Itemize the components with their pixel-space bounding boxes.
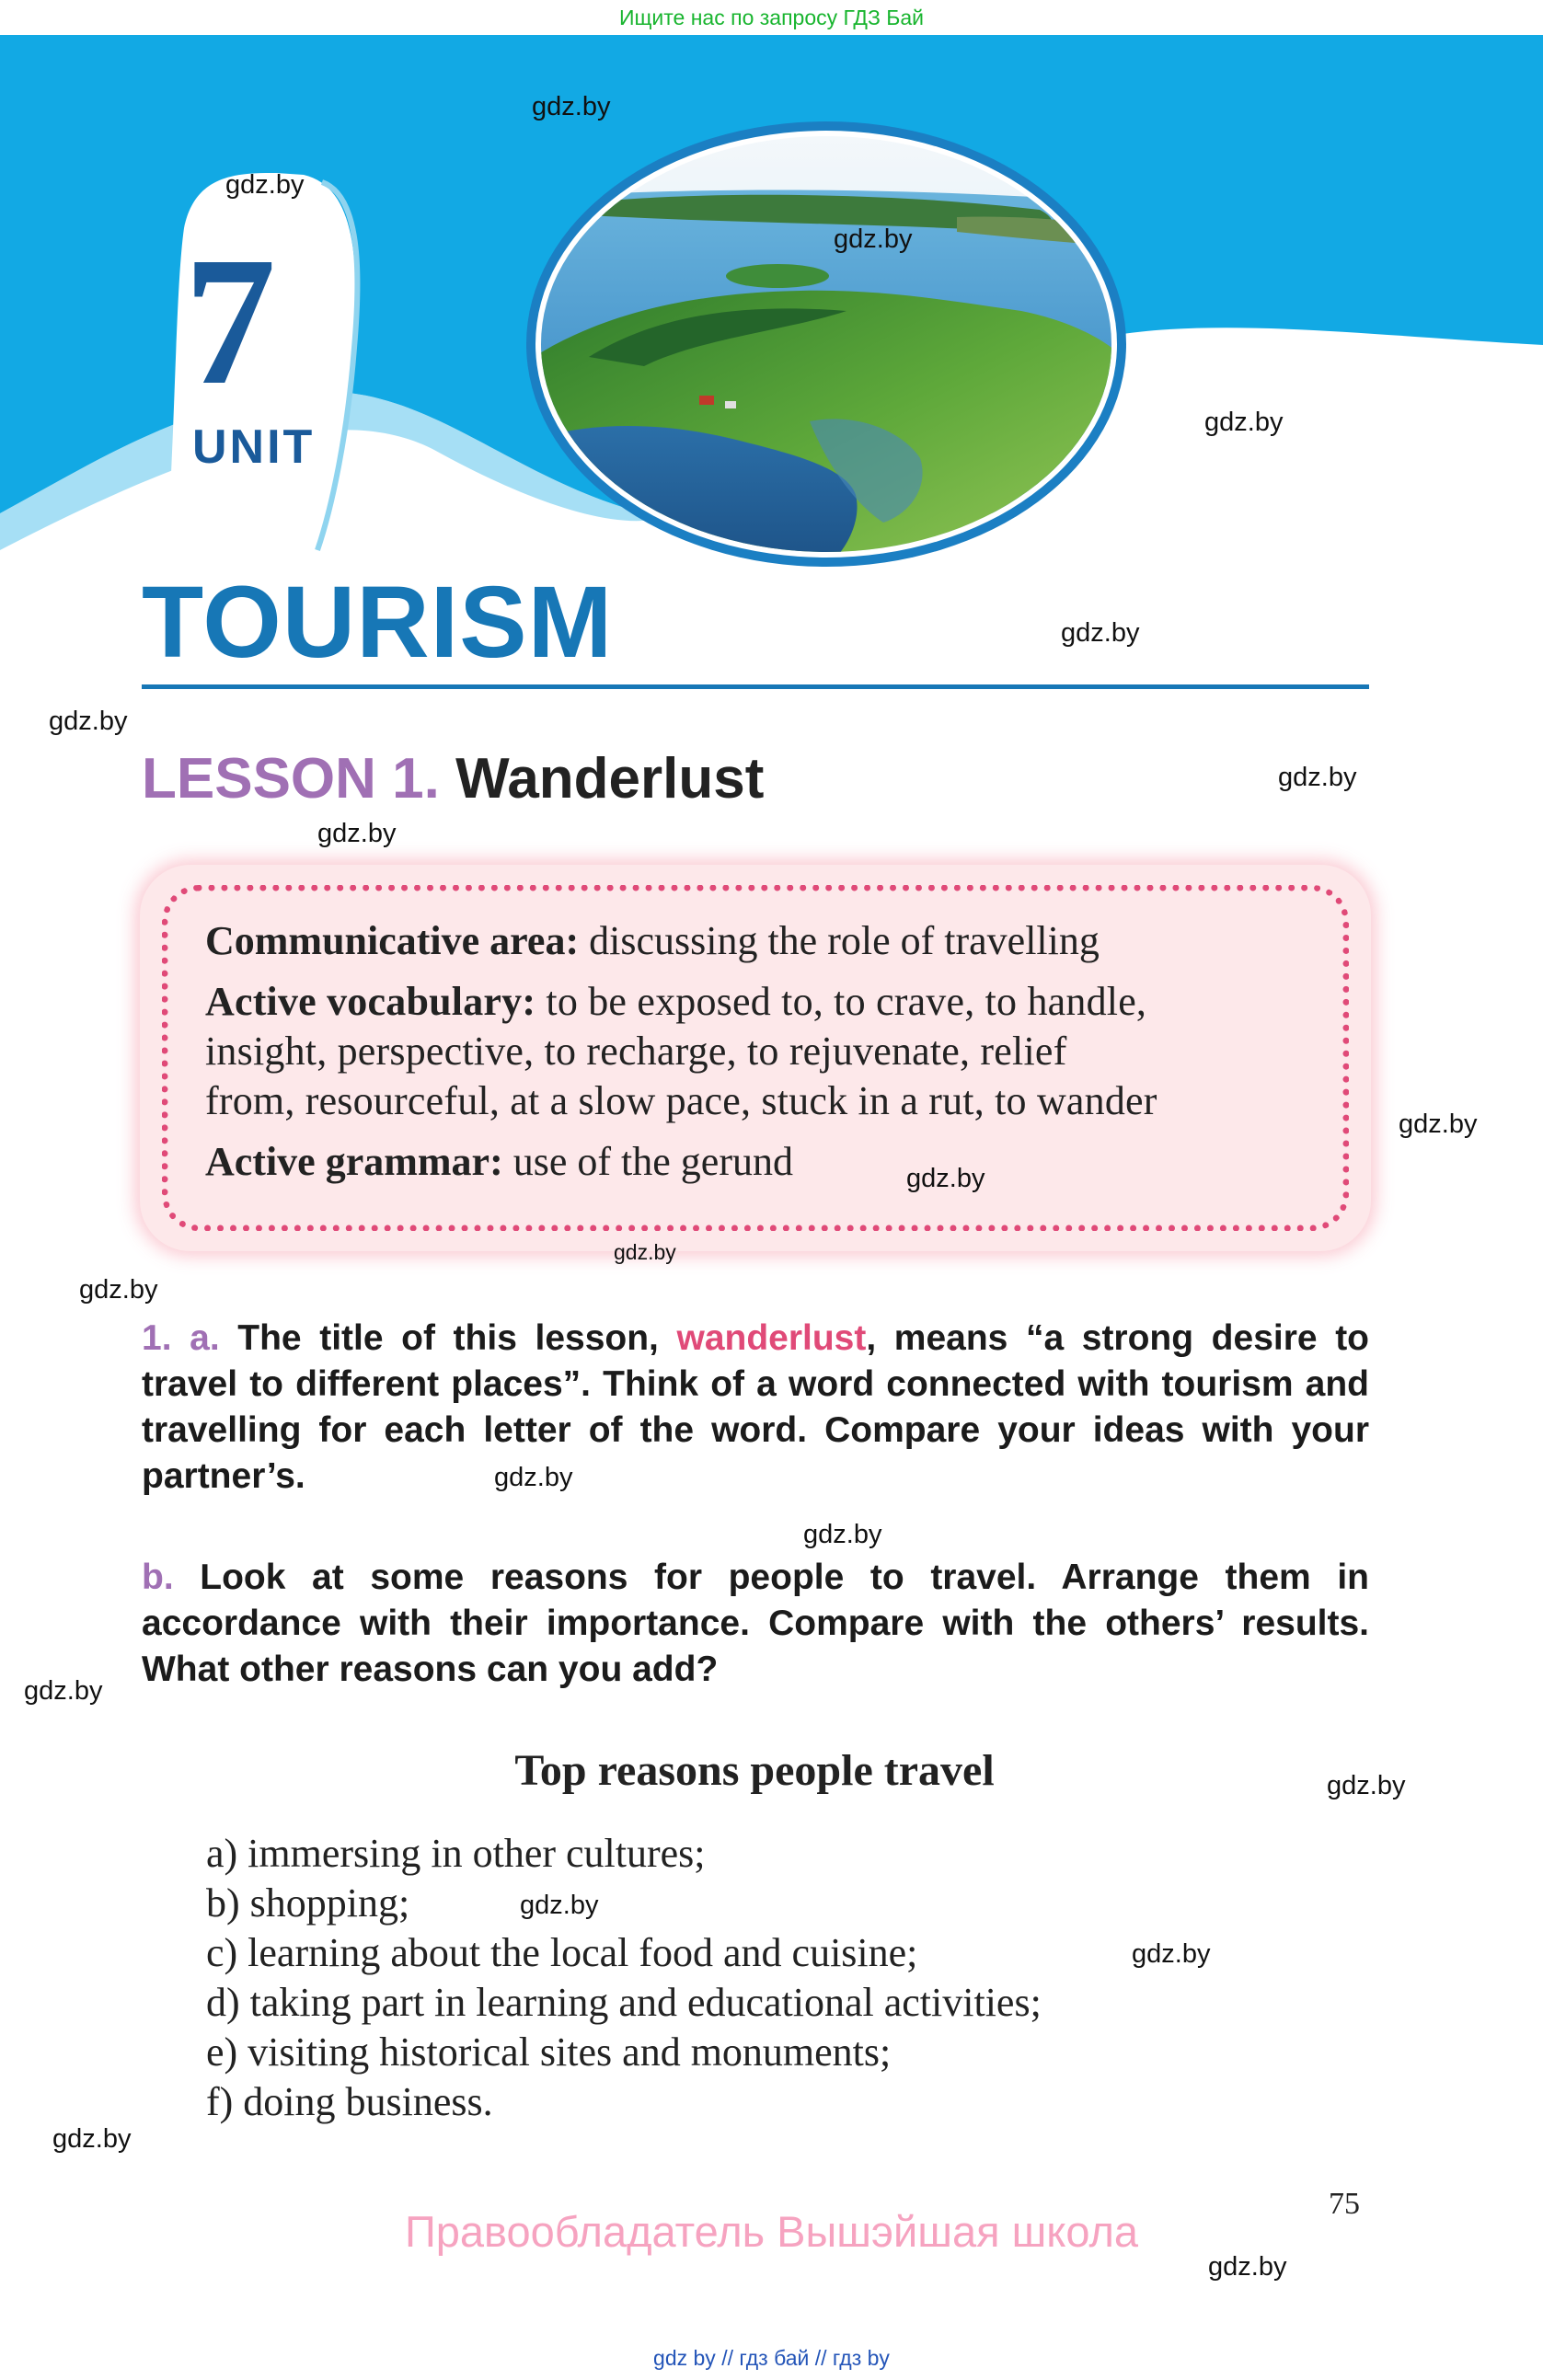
task-1b <box>142 1555 1369 1693</box>
watermark: gdz.by <box>1327 1771 1406 1800</box>
communicative-text: discussing the role of travelling <box>579 918 1100 963</box>
watermark: gdz.by <box>532 92 611 121</box>
vocabulary-line-2: insight, perspective, to recharge, to rejuvenate, relief <box>205 1029 1067 1074</box>
grammar-label: Active grammar: <box>205 1139 503 1184</box>
title-divider <box>142 684 1369 689</box>
task-1a <box>142 1316 1369 1500</box>
list-item: b) shopping; <box>206 1880 410 1926</box>
top-search-banner: Ищите нас по запросу ГДЗ Бай <box>618 6 925 29</box>
watermark: gdz.by <box>520 1891 599 1920</box>
reasons-list <box>206 1829 1042 2127</box>
watermark: gdz.by <box>906 1164 985 1193</box>
watermark: gdz.by <box>803 1520 882 1549</box>
task-text-after: , means “a strong desire to travel to different places”. Think of a word connected with tourism and travelling for each letter of the word. Compare your ideas with your partner’s. <box>142 1318 1369 1496</box>
unit-number: 7 <box>184 220 271 423</box>
watermark: gdz.by <box>317 819 397 848</box>
lesson-heading <box>142 747 765 811</box>
list-item: f) doing business. <box>206 2079 493 2124</box>
list-item: d) taking part in learning and educational activities; <box>206 1980 1042 2025</box>
watermark: gdz.by <box>1061 618 1140 648</box>
watermark: gdz.by <box>1208 2252 1287 2282</box>
highlighted-word: wanderlust <box>676 1318 867 1358</box>
vocabulary-line-1: to be exposed to, to crave, to handle, <box>535 979 1147 1024</box>
active-grammar <box>205 1137 1309 1187</box>
watermark: gdz.by <box>494 1463 573 1492</box>
vocabulary-label: Active vocabulary: <box>205 979 536 1024</box>
watermark: gdz.by <box>1278 763 1357 792</box>
list-item: c) learning about the local food and cuisine; <box>206 1930 918 1975</box>
list-item: a) immersing in other cultures; <box>206 1831 706 1876</box>
watermark: gdz.by <box>1399 1110 1478 1139</box>
lesson-info-text <box>205 916 1309 1187</box>
task-number: 1. a. <box>142 1318 220 1358</box>
watermark: gdz.by <box>52 2124 132 2154</box>
lesson-name: Wanderlust <box>455 747 765 811</box>
page-number: 75 <box>1329 2187 1360 2221</box>
watermark: gdz.by <box>79 1275 158 1305</box>
watermark: gdz.by <box>1204 408 1284 437</box>
footer-links[interactable]: gdz by // гдз бай // гдз by <box>653 2346 890 2370</box>
task-text: Look at some reasons for people to travel. Arrange them in accordance with their importance. Compare with the others’ results. What other reasons can you add? <box>142 1558 1369 1689</box>
lesson-number: LESSON 1. <box>142 747 440 811</box>
unit-title: TOURISM <box>142 566 614 679</box>
list-item: e) visiting historical sites and monuments; <box>206 2029 892 2075</box>
watermark: gdz.by <box>834 224 913 254</box>
copyright-notice: Правообладатель Вышэйшая школа <box>404 2207 1139 2256</box>
reasons-heading: Top reasons people travel <box>514 1746 995 1795</box>
grammar-text: use of the gerund <box>502 1139 793 1184</box>
unit-label: UNIT <box>192 420 316 474</box>
watermark: gdz.by <box>1132 1939 1211 1969</box>
task-text-before: The title of this lesson, <box>237 1318 677 1358</box>
watermark: gdz.by <box>49 707 128 736</box>
watermark: gdz.by <box>24 1676 103 1706</box>
communicative-label: Communicative area: <box>205 918 580 963</box>
active-vocabulary <box>205 977 1309 1126</box>
watermark: gdz.by <box>614 1240 676 1264</box>
communicative-area <box>205 916 1309 966</box>
task-number: b. <box>142 1558 174 1597</box>
watermark: gdz.by <box>225 170 305 200</box>
vocabulary-line-3: from, resourceful, at a slow pace, stuck in a rut, to wander <box>205 1078 1157 1123</box>
